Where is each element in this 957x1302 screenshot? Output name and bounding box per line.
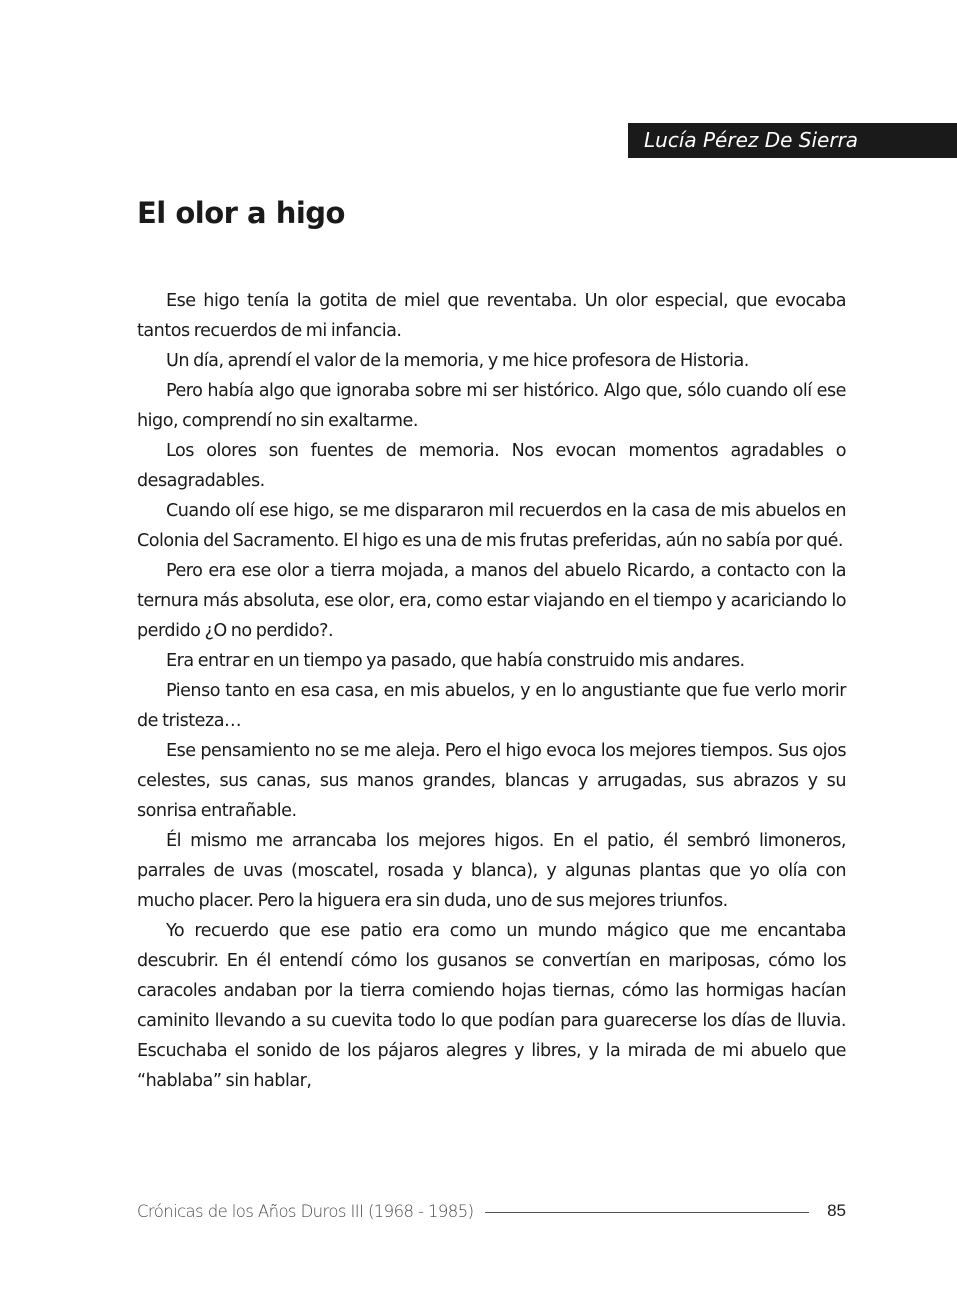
paragraph: Un día, aprendí el valor de la memoria, y me hice profesora de Historia. bbox=[166, 351, 749, 371]
book-title: Crónicas de los Años Duros III (1968 - 1985) bbox=[137, 1201, 474, 1221]
paragraph: Pero era ese olor a tierra mojada, a manos del abuelo Ricardo, a contacto con la ternura más absoluta, ese olor, era, como estar viajando en el tiempo y acariciando lo perdido ¿O no perdido?. bbox=[137, 561, 846, 641]
paragraph: Cuando olí ese higo, se me dispararon mil recuerdos en la casa de mis abuelos en Colonia del Sacramento. El higo es una de mis frutas preferidas, aún no sabía por qué. bbox=[137, 501, 846, 551]
author-name-banner bbox=[628, 123, 957, 158]
paragraph: Los olores son fuentes de memoria. Nos evocan momentos agradables o desagradables. bbox=[137, 441, 846, 491]
paragraph: Él mismo me arrancaba los mejores higos. En el patio, él sembró limoneros, parrales de uvas (moscatel, rosada y blanca), y algunas plantas que yo olía con mucho placer. Pero la higuera era sin duda, uno de sus mejores triunfos. bbox=[137, 831, 846, 911]
paragraph: Era entrar en un tiempo ya pasado, que había construido mis andares. bbox=[166, 651, 745, 671]
paragraph: Ese pensamiento no se me aleja. Pero el higo evoca los mejores tiempos. Sus ojos celestes, sus canas, sus manos grandes, blancas y arrugadas, sus abrazos y su sonrisa entrañable. bbox=[137, 741, 846, 821]
author-name: Lucía Pérez De Sierra bbox=[644, 128, 859, 152]
paragraph: Pero había algo que ignoraba sobre mi ser histórico. Algo que, sólo cuando olí ese higo, comprendí no sin exaltarme. bbox=[137, 381, 846, 431]
page-number: 85 bbox=[827, 1201, 846, 1220]
page-footer bbox=[137, 1198, 846, 1224]
paragraph: Pienso tanto en esa casa, en mis abuelos, y en lo angustiante que fue verlo morir de tristeza… bbox=[137, 681, 846, 731]
chapter-title: El olor a higo bbox=[137, 196, 345, 230]
paragraph: Ese higo tenía la gotita de miel que reventaba. Un olor especial, que evocaba tantos recuerdos de mi infancia. bbox=[137, 291, 846, 341]
paragraph: Yo recuerdo que ese patio era como un mundo mágico que me encantaba descubrir. En él entendí cómo los gusanos se convertían en mariposas, cómo los caracoles andaban por la tierra comiendo hojas tiernas, cómo las hormigas hacían caminito llevando a su cuevita todo lo que podían para guarecerse los días de lluvia. Escuchaba el sonido de los pájaros alegres y libres, y la mirada de mi abuelo que “hablaba” sin hablar, bbox=[137, 921, 846, 1091]
chapter-body bbox=[137, 286, 846, 1096]
footer-divider bbox=[485, 1212, 809, 1213]
